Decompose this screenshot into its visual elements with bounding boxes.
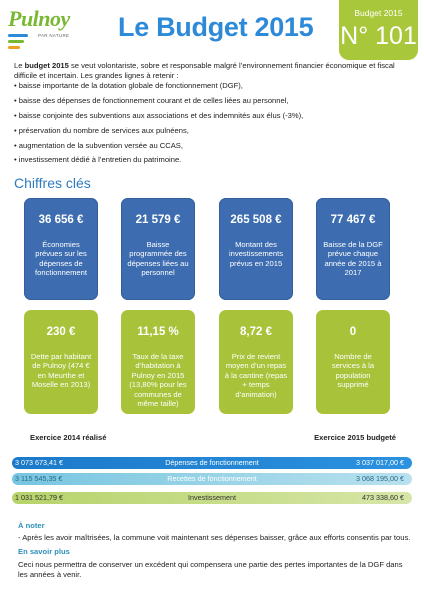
a-noter-text: - Après les avoir maîtrisées, la commune voit maintenant ses dépenses baisser, grâce aux efforts consentis par tous. <box>18 533 411 543</box>
budget-2015-value: 3 037 017,00 € <box>356 458 404 467</box>
list-item: • augmentation de la subvention versée au CCAS, <box>14 140 183 150</box>
badge-number: N° 101 <box>340 22 417 50</box>
budget-row-depenses <box>12 457 412 469</box>
budget-2014-value: 3 115 545,35 € <box>15 474 63 483</box>
intro-lead: Le budget 2015 se veut volontariste, sobre et responsable malgré l’environnement financier économique et fiscal difficile et incertain. Les grandes lignes à retenir : <box>14 61 395 81</box>
key-figure-label: Baisse de la DGF prévue chaque année de 2015 à 2017 <box>323 240 383 278</box>
logo-wordmark: Pulnoy <box>8 6 70 31</box>
badge-label: Budget 2015 <box>354 8 403 18</box>
budget-row-investissement <box>12 492 412 504</box>
intro-bullet-list <box>14 81 410 165</box>
exercise-2014-header: Exercice 2014 réalisé <box>30 433 107 442</box>
section-title: Chiffres clés <box>14 175 91 191</box>
key-figure-value: 21 579 € <box>135 214 181 226</box>
logo-swoosh-icon <box>8 32 30 52</box>
intro-lead-bold: budget 2015 <box>24 61 69 70</box>
budget-row-label: Investissement <box>188 493 236 502</box>
key-figure-card <box>219 198 293 300</box>
key-figure-card <box>219 310 293 414</box>
list-item: • baisse importante de la dotation globale de fonctionnement (DGF), <box>14 81 243 91</box>
logo-tagline: PAR NATURE <box>38 33 70 38</box>
key-figure-card <box>316 198 390 300</box>
key-figure-label: Économies prévues sur les dépenses de fonctionnement <box>35 240 87 278</box>
list-item: • baisse des dépenses de fonctionnement courant et de celles liées au personnel, <box>14 96 289 106</box>
key-figure-label: Prix de revient moyen d’un repas à la cantine (repas + temps d’animation) <box>224 352 288 399</box>
key-figure-value: 265 508 € <box>230 214 282 226</box>
a-noter-heading: À noter <box>18 521 45 530</box>
exercise-2015-header: Exercice 2015 budgeté <box>314 433 396 442</box>
key-figure-label: Dette par habitant de Pulnoy (474 € en Meurthe et Moselle en 2013) <box>30 352 92 390</box>
budget-2015-value: 3 068 195,00 € <box>356 474 404 483</box>
key-figure-card <box>24 198 98 300</box>
issue-badge <box>339 0 418 60</box>
key-figure-label: Montant des investissements prévus en 2015 <box>228 240 284 268</box>
key-figure-value: 230 € <box>46 326 76 338</box>
intro-text <box>14 61 410 166</box>
key-figure-card <box>121 310 195 414</box>
en-savoir-plus-text: Ceci nous permettra de conserver un excédent qui compensera une partie des pertes importantes de la DGF dans les années à venir. <box>18 559 403 579</box>
budget-row-label: Recettes de fonctionnement <box>167 474 257 483</box>
key-figure-value: 77 467 € <box>330 214 376 226</box>
key-figure-value: 8,72 € <box>240 326 272 338</box>
key-figure-card <box>121 198 195 300</box>
key-figure-label: Taux de la taxe d’habitation à Pulnoy en 2015 (13,80% pour les communes de même taille) <box>129 352 187 409</box>
budget-2015-value: 473 338,60 € <box>362 493 404 502</box>
key-figure-value: 11,15 % <box>137 326 179 338</box>
en-savoir-plus-heading: En savoir plus <box>18 547 70 557</box>
budget-2014-value: 3 073 673,41 € <box>15 458 63 467</box>
budget-row-recettes <box>12 473 412 485</box>
list-item: • baisse conjointe des subventions aux associations et des indemnités aux élus (-3%), <box>14 111 304 120</box>
page-title: Le Budget 2015 <box>118 12 314 42</box>
budget-row-label: Dépenses de fonctionnement <box>165 458 259 467</box>
list-item: • préservation du nombre de services aux pulnéens, <box>14 125 189 135</box>
key-figure-value: 0 <box>349 326 357 338</box>
budget-2014-value: 1 031 521,79 € <box>15 493 63 502</box>
key-figure-card <box>316 310 390 414</box>
notes-section <box>18 521 414 580</box>
key-figure-label: Nombre de services à la population supprimé <box>331 352 375 390</box>
list-item: • investissement dédié à l’entretien du patrimoine. <box>14 155 182 165</box>
key-figure-card <box>24 310 98 414</box>
key-figure-value: 36 656 € <box>38 214 84 226</box>
key-figure-label: Baisse programmée des dépenses liées au personnel <box>127 240 189 278</box>
pulnoy-logo <box>8 6 92 54</box>
